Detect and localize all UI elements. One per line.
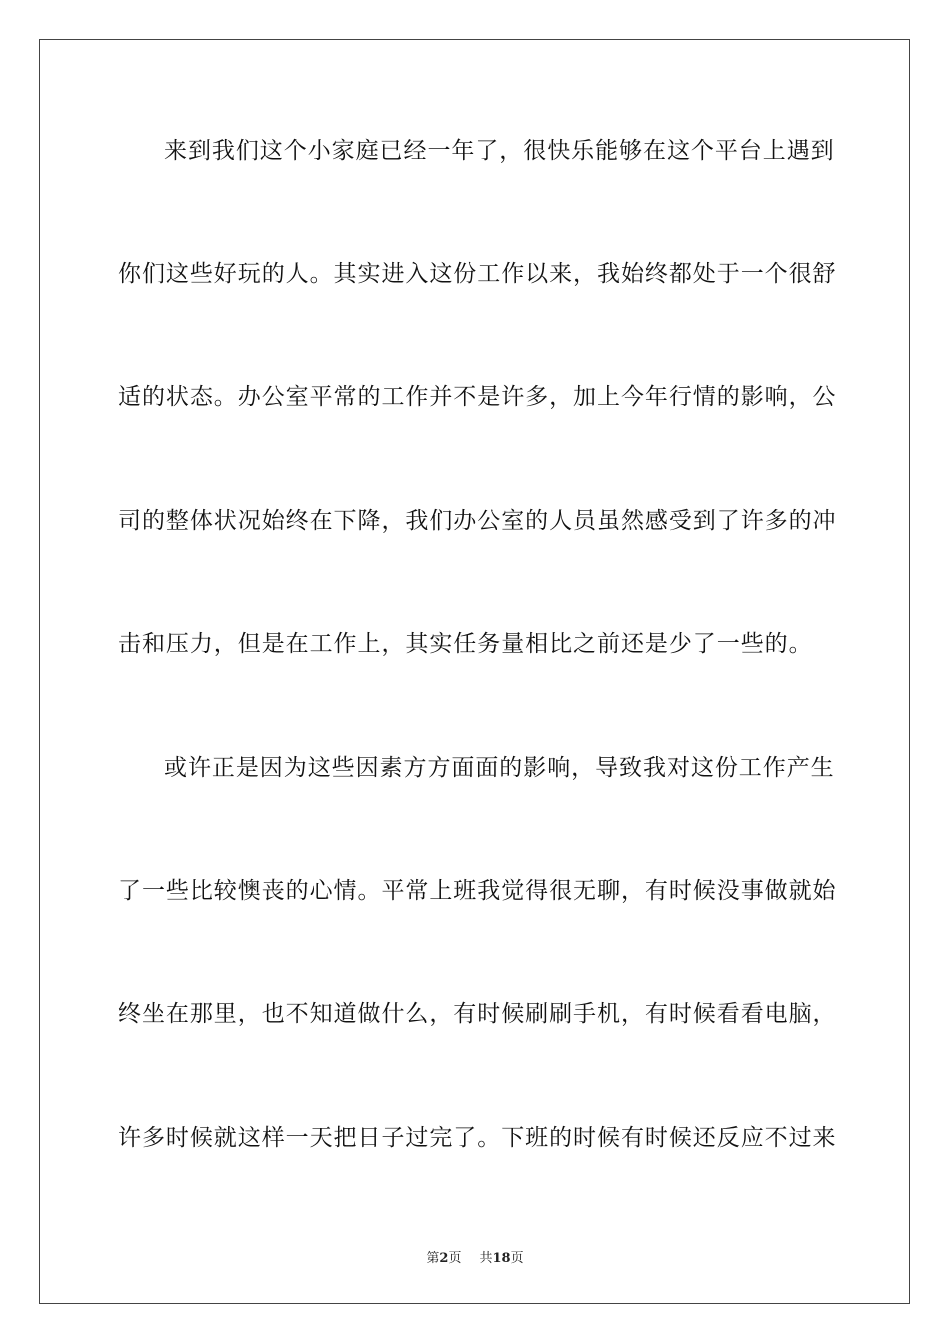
page-current: 2: [439, 1251, 449, 1266]
total-suffix: 页: [510, 1251, 524, 1266]
page-total: 18: [492, 1251, 511, 1266]
total-prefix: 共: [479, 1251, 493, 1266]
page-prefix: 第: [426, 1251, 440, 1266]
page-border: [39, 39, 910, 1304]
paragraph-line: 许多时候就这样一天把日子过完了。下班的时候有时候还反应不过来: [118, 1125, 837, 1151]
paragraph-line: 你们这些好玩的人。其实进入这份工作以来，我始终都处于一个很舒: [118, 261, 837, 287]
page-footer: [0, 1247, 950, 1266]
paragraph-line: 司的整体状况始终在下降，我们办公室的人员虽然感受到了许多的冲: [118, 508, 837, 534]
paragraph-line: 终坐在那里，也不知道做什么，有时候刷刷手机，有时候看看电脑，: [118, 1001, 837, 1027]
paragraph-line: 或许正是因为这些因素方方面面的影响，导致我对这份工作产生: [164, 755, 835, 781]
paragraph-line: 了一些比较懊丧的心情。平常上班我觉得很无聊，有时候没事做就始: [118, 878, 837, 904]
paragraph-line: 适的状态。办公室平常的工作并不是许多，加上今年行情的影响，公: [118, 384, 837, 410]
page-suffix: 页: [448, 1251, 462, 1266]
paragraph-line: 来到我们这个小家庭已经一年了，很快乐能够在这个平台上遇到: [164, 138, 835, 164]
paragraph-line: 击和压力，但是在工作上，其实任务量相比之前还是少了一些的。: [118, 631, 813, 657]
